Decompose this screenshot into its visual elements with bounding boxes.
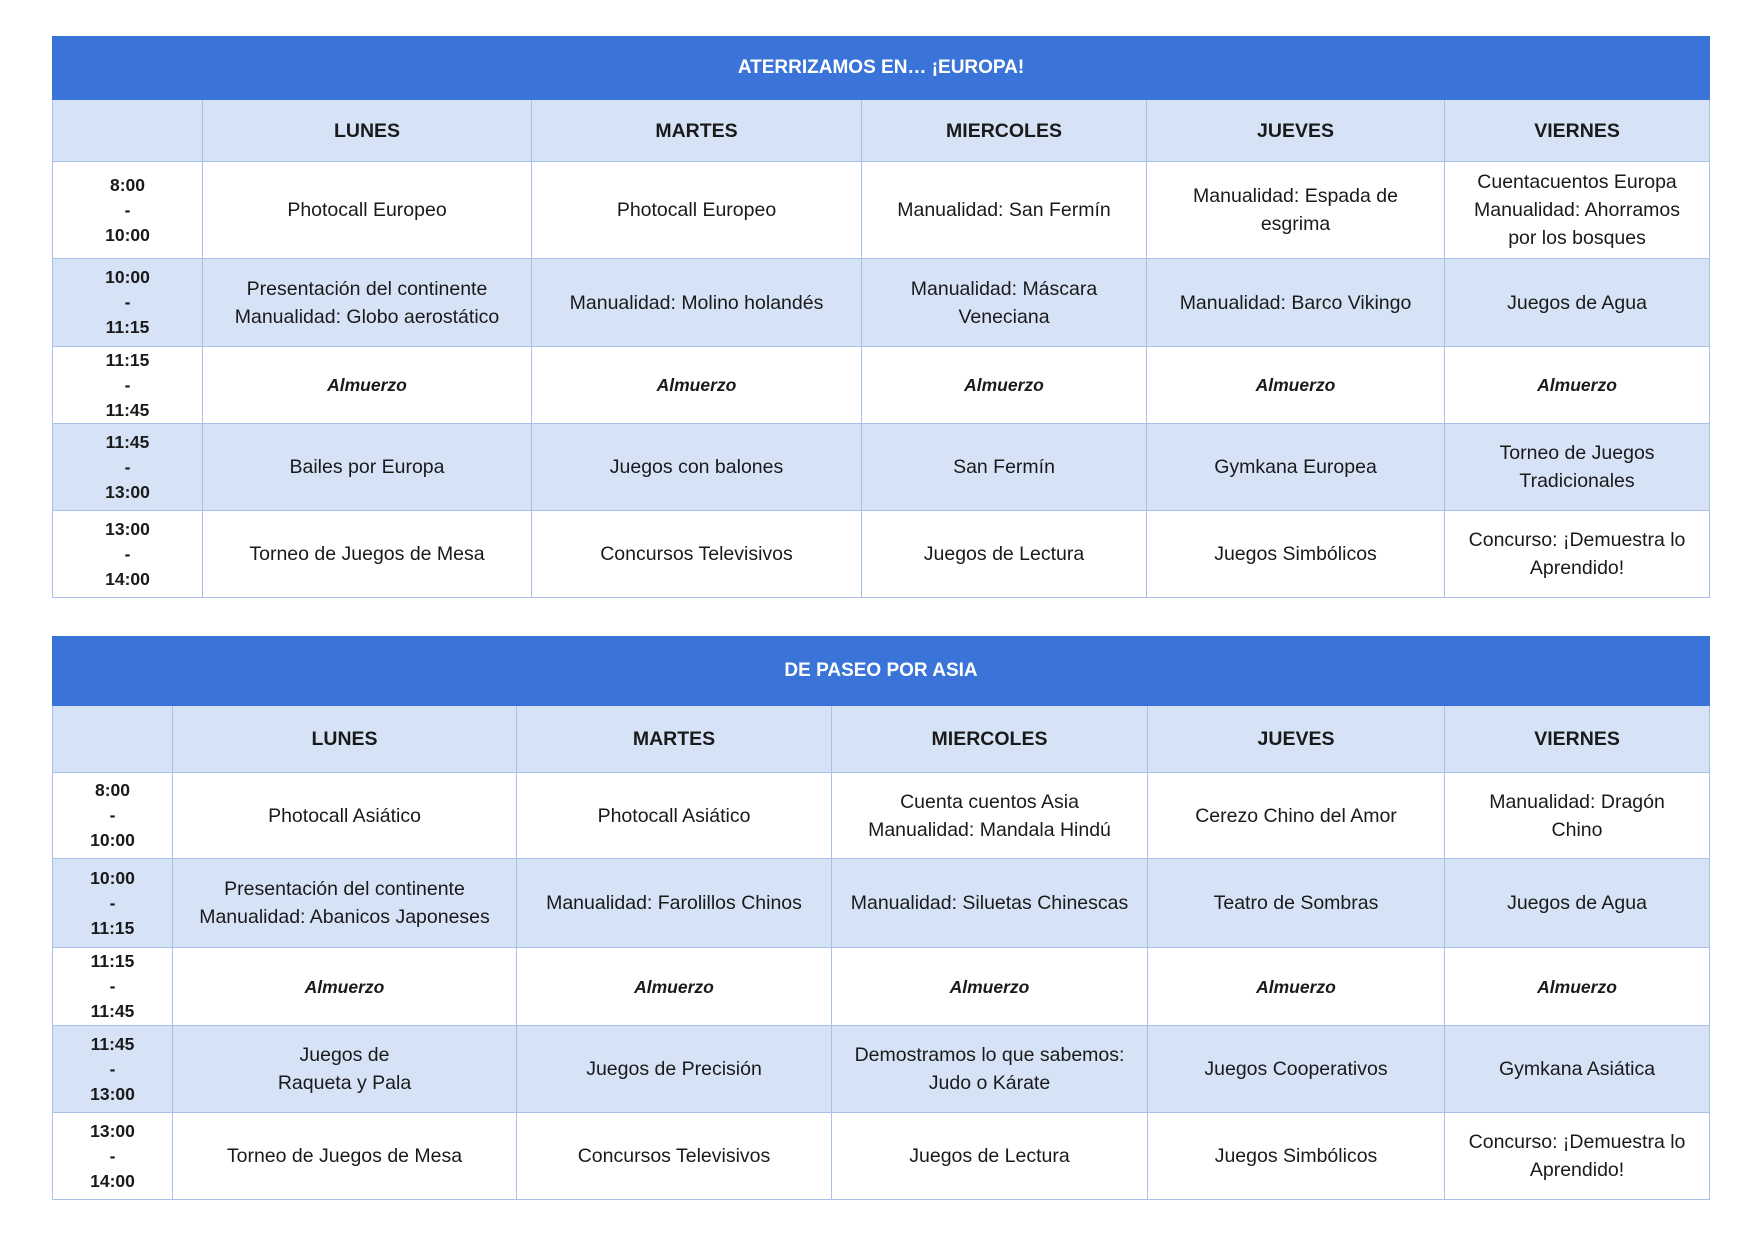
europe-schedule-table <box>52 36 1710 598</box>
activity-text: Photocall Europeo <box>616 199 777 221</box>
time-slot-cell <box>53 259 203 347</box>
activity-text: Almuerzo <box>304 976 385 997</box>
time-slot-text: 11:45 <box>90 1001 135 1021</box>
time-slot-text: - <box>109 1145 116 1166</box>
activity-cell <box>1445 259 1710 347</box>
time-slot-text: 8:00 <box>109 174 146 195</box>
activity-cell <box>1147 424 1445 511</box>
activity-text: Manualidad: Ahorramos <box>1474 199 1680 221</box>
activity-cell <box>1147 162 1445 259</box>
activity-text: Juegos Cooperativos <box>1204 1058 1388 1080</box>
lunch-cell <box>1148 948 1445 1026</box>
activity-text: Juegos de Agua <box>1507 291 1647 314</box>
activity-cell <box>532 162 862 259</box>
activity-cell <box>1147 511 1445 598</box>
activity-text: Juegos de Agua <box>1507 892 1647 914</box>
time-slot-text: 14:00 <box>90 1170 135 1191</box>
lunch-cell <box>532 347 862 424</box>
time-slot-text: - <box>109 1058 116 1079</box>
asia-schedule-table <box>52 636 1710 1200</box>
activity-cell <box>173 1026 517 1113</box>
activity-text: Gymkana Asiática <box>1498 1058 1656 1080</box>
time-slot-text: 10:00 <box>105 224 150 245</box>
activity-text: esgrima <box>1260 213 1331 235</box>
activity-text: Juegos de Lectura <box>923 543 1085 565</box>
activity-text: Almuerzo <box>656 375 737 395</box>
schedule-title: DE PASEO POR ASIA <box>53 637 1710 706</box>
day-header: VIERNES <box>1445 100 1710 162</box>
activity-cell <box>1445 859 1710 948</box>
time-slot-text: 10:00 <box>105 267 150 287</box>
activity-text: Juegos de <box>299 1044 390 1066</box>
time-slot-cell <box>53 948 173 1026</box>
day-header: MARTES <box>517 706 832 773</box>
activity-cell <box>832 859 1148 948</box>
activity-text: Almuerzo <box>949 976 1030 997</box>
activity-text: Photocall Europeo <box>287 199 447 221</box>
activity-cell <box>832 1026 1148 1113</box>
activity-cell <box>532 259 862 347</box>
schedule-row <box>53 773 1710 859</box>
schedule-row <box>53 948 1710 1026</box>
activity-cell <box>1445 162 1710 259</box>
lunch-cell <box>1147 347 1445 424</box>
activity-text: Cerezo Chino del Amor <box>1195 804 1397 827</box>
activity-cell <box>203 424 532 511</box>
activity-text: Presentación del continente <box>246 277 488 300</box>
time-slot-text: 11:45 <box>90 1033 135 1054</box>
activity-text: por los bosques <box>1508 227 1646 249</box>
time-slot-text: 13:00 <box>105 481 150 502</box>
activity-text: Chino <box>1551 818 1603 841</box>
activity-text: Juegos con balones <box>609 456 784 478</box>
activity-text: Concursos Televisivos <box>577 1145 771 1167</box>
activity-text: Manualidad: Siluetas Chinescas <box>850 892 1129 914</box>
time-slot-text: - <box>109 892 116 913</box>
time-slot-text: 8:00 <box>94 780 131 800</box>
lunch-cell <box>862 347 1147 424</box>
time-slot-text: 11:15 <box>90 951 135 971</box>
day-header: MIERCOLES <box>832 706 1148 773</box>
day-header: MARTES <box>532 100 862 162</box>
activity-text: Manualidad: Molino holandés <box>569 291 824 314</box>
activity-text: Torneo de Juegos de Mesa <box>226 1145 463 1167</box>
time-slot-cell <box>53 511 203 598</box>
activity-cell <box>517 1113 832 1200</box>
activity-text: Juegos de Lectura <box>909 1145 1070 1167</box>
activity-cell <box>1147 259 1445 347</box>
time-slot-text: 11:15 <box>90 917 135 938</box>
activity-cell <box>862 424 1147 511</box>
activity-text: Cuenta cuentos Asia <box>900 790 1079 813</box>
activity-cell <box>1148 1026 1445 1113</box>
activity-text: Juegos Simbólicos <box>1214 1145 1378 1167</box>
activity-cell <box>517 859 832 948</box>
activity-text: Manualidad: Globo aerostático <box>234 305 500 328</box>
lunch-cell <box>832 948 1148 1026</box>
activity-cell <box>1445 1026 1710 1113</box>
activity-text: Concurso: ¡Demuestra lo <box>1468 1131 1686 1153</box>
activity-cell <box>1445 424 1710 511</box>
activity-text: Almuerzo <box>327 375 407 395</box>
schedule-row <box>53 511 1710 598</box>
time-header <box>53 706 173 773</box>
activity-text: San Fermín <box>953 456 1055 478</box>
schedule-row <box>53 347 1710 424</box>
activity-text: Judo o Kárate <box>928 1072 1051 1094</box>
time-slot-text: 11:45 <box>105 431 150 452</box>
activity-cell <box>1148 1113 1445 1200</box>
time-slot-text: 10:00 <box>90 867 135 888</box>
schedule-row <box>53 1026 1710 1113</box>
schedule-row <box>53 424 1710 511</box>
day-header: LUNES <box>203 100 532 162</box>
time-slot-text: - <box>124 543 131 564</box>
activity-text: Juegos Simbólicos <box>1214 543 1377 565</box>
activity-text: Manualidad: Dragón <box>1489 790 1665 813</box>
activity-text: Gymkana Europea <box>1214 456 1377 478</box>
activity-text: Manualidad: Abanicos Japoneses <box>199 906 490 928</box>
time-slot-cell <box>53 859 173 948</box>
activity-cell <box>203 162 532 259</box>
day-header: MIERCOLES <box>862 100 1147 162</box>
activity-text: Presentación del continente <box>224 878 465 900</box>
activity-text: Aprendido! <box>1529 557 1625 579</box>
activity-cell <box>832 1113 1148 1200</box>
activity-text: Manualidad: San Fermín <box>897 199 1111 221</box>
schedule-row <box>53 1113 1710 1200</box>
time-slot-text: 14:00 <box>105 568 150 589</box>
time-slot-cell <box>53 1026 173 1113</box>
activity-cell <box>532 511 862 598</box>
time-slot-text: - <box>124 374 131 395</box>
time-slot-text: 11:15 <box>105 317 150 337</box>
activity-cell <box>832 773 1148 859</box>
activity-cell <box>1445 511 1710 598</box>
time-slot-cell <box>53 162 203 259</box>
time-slot-text: 13:00 <box>90 1083 135 1104</box>
time-slot-cell <box>53 773 173 859</box>
time-slot-text: 11:15 <box>105 349 150 370</box>
activity-text: Photocall Asiático <box>268 804 421 827</box>
activity-text: Manualidad: Farolillos Chinos <box>546 892 802 914</box>
activity-cell <box>173 773 517 859</box>
activity-text: Tradicionales <box>1519 470 1635 492</box>
activity-cell <box>203 259 532 347</box>
activity-text: Aprendido! <box>1529 1159 1625 1181</box>
time-slot-text: - <box>109 805 116 825</box>
day-header: LUNES <box>173 706 517 773</box>
activity-text: Veneciana <box>958 305 1050 328</box>
day-header: JUEVES <box>1147 100 1445 162</box>
activity-text: Teatro de Sombras <box>1213 892 1379 914</box>
activity-text: Juegos de Precisión <box>586 1058 762 1080</box>
activity-cell <box>1148 859 1445 948</box>
time-slot-cell <box>53 1113 173 1200</box>
activity-text: Almuerzo <box>1255 375 1336 395</box>
lunch-cell <box>517 948 832 1026</box>
activity-cell <box>1148 773 1445 859</box>
time-slot-cell <box>53 424 203 511</box>
activity-text: Torneo de Juegos <box>1499 442 1655 464</box>
activity-cell <box>862 162 1147 259</box>
activity-text: Almuerzo <box>1256 976 1336 997</box>
time-slot-text: 13:00 <box>90 1120 135 1141</box>
activity-text: Concursos Televisivos <box>600 543 793 565</box>
activity-cell <box>1445 1113 1710 1200</box>
activity-cell <box>173 1113 517 1200</box>
activity-text: Concurso: ¡Demuestra lo <box>1468 529 1686 551</box>
time-slot-text: - <box>124 456 131 477</box>
activity-text: Manualidad: Mandala Hindú <box>868 818 1111 841</box>
time-slot-text: 11:45 <box>105 399 150 420</box>
activity-text: Manualidad: Barco Vikingo <box>1179 291 1412 314</box>
lunch-cell <box>1445 948 1710 1026</box>
activity-cell <box>203 511 532 598</box>
lunch-cell <box>173 948 517 1026</box>
activity-cell <box>862 511 1147 598</box>
activity-cell <box>532 424 862 511</box>
schedule-row <box>53 162 1710 259</box>
time-slot-cell <box>53 347 203 424</box>
activity-text: Almuerzo <box>964 375 1044 395</box>
activity-text: Almuerzo <box>634 976 714 997</box>
activity-text: Torneo de Juegos de Mesa <box>249 543 485 565</box>
time-slot-text: - <box>124 292 131 312</box>
activity-cell <box>862 259 1147 347</box>
activity-cell <box>173 859 517 948</box>
activity-cell <box>1445 773 1710 859</box>
time-slot-text: - <box>109 976 116 996</box>
time-slot-text: 13:00 <box>105 518 150 539</box>
activity-text: Manualidad: Máscara <box>910 277 1098 300</box>
day-header: VIERNES <box>1445 706 1710 773</box>
day-header: JUEVES <box>1148 706 1445 773</box>
lunch-cell <box>1445 347 1710 424</box>
activity-cell <box>517 773 832 859</box>
schedule-row <box>53 259 1710 347</box>
activity-text: Bailes por Europa <box>289 456 445 478</box>
activity-text: Cuentacuentos Europa <box>1477 171 1677 193</box>
schedule-title: ATERRIZAMOS EN… ¡EUROPA! <box>53 37 1710 100</box>
activity-text: Almuerzo <box>1537 375 1617 395</box>
activity-text: Almuerzo <box>1537 976 1617 997</box>
time-slot-text: - <box>124 199 131 220</box>
activity-text: Manualidad: Espada de <box>1193 185 1398 207</box>
activity-text: Photocall Asiático <box>597 804 751 827</box>
lunch-cell <box>203 347 532 424</box>
activity-cell <box>517 1026 832 1113</box>
time-slot-text: 10:00 <box>90 830 135 850</box>
activity-text: Raqueta y Pala <box>277 1072 412 1094</box>
schedule-row <box>53 859 1710 948</box>
activity-text: Demostramos lo que sabemos: <box>854 1044 1125 1066</box>
time-header <box>53 100 203 162</box>
